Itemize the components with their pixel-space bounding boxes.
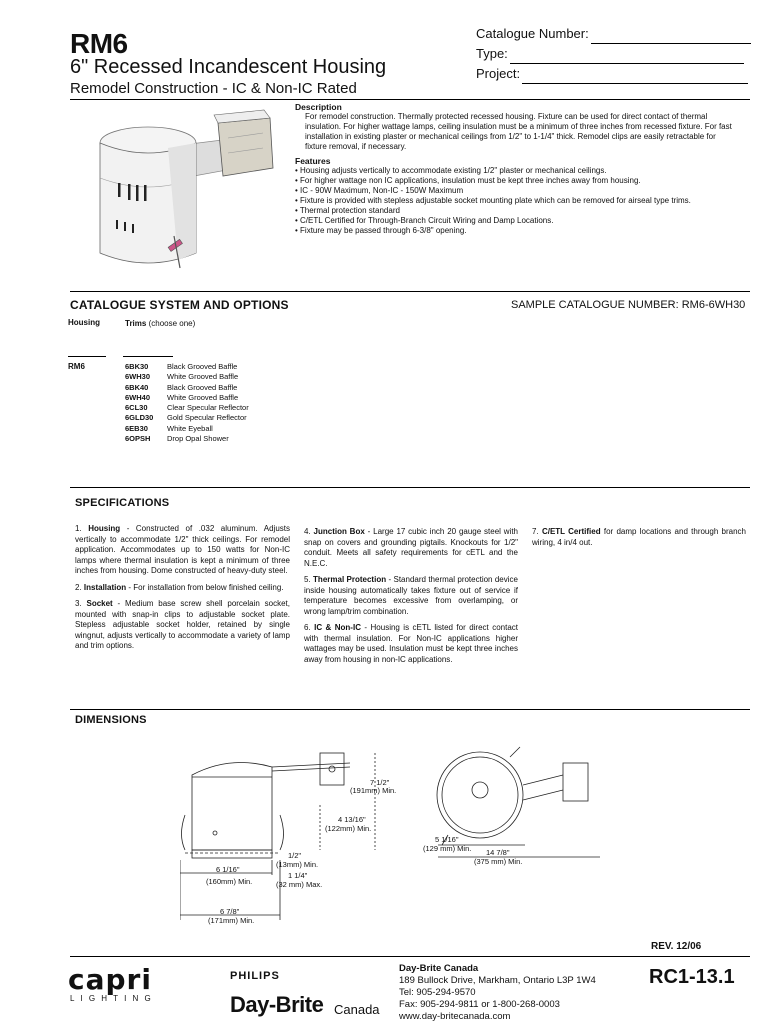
feature-item: • IC - 90W Maximum, Non-IC - 150W Maximum <box>295 186 464 195</box>
spec-item <box>75 583 290 594</box>
trims-column-header <box>125 319 195 328</box>
spec-item <box>304 575 518 617</box>
trim-code: 6BK30 <box>125 362 149 371</box>
features-list <box>295 166 735 236</box>
daybrite-canada-text: Canada <box>334 1002 380 1017</box>
spec-num: 6. <box>304 623 311 632</box>
spec-item <box>532 527 746 548</box>
spec-title: IC & Non-IC <box>314 623 361 632</box>
dimensions-heading: DIMENSIONS <box>75 714 147 726</box>
trim-desc: Black Grooved Baffle <box>167 382 238 392</box>
trim-row <box>125 393 249 403</box>
dim-ceiling-max-label: 1 1/4" <box>288 871 308 880</box>
spec-num: 5. <box>304 575 311 584</box>
trims-list <box>125 362 249 444</box>
trims-column-rule <box>123 356 173 357</box>
trim-code: 6BK40 <box>125 382 149 392</box>
dim-plan-length-label: 14 7/8" <box>486 848 510 857</box>
dim-height-label: 7 1/2" <box>370 778 390 787</box>
company-address: 189 Bullock Drive, Markham, Ontario L3P 1W4 <box>399 975 596 986</box>
spec-title: Housing <box>88 524 121 533</box>
spec-item <box>75 599 290 652</box>
sample-catalogue-number: SAMPLE CATALOGUE NUMBER: RM6-6WH30 <box>511 299 746 311</box>
product-title: 6" Recessed Incandescent Housing <box>70 56 387 78</box>
trim-row <box>125 362 249 372</box>
catalogue-form <box>476 24 751 84</box>
catalogue-number-field[interactable] <box>591 30 751 44</box>
dim-ceiling-max-sub: (32 mm) Max. <box>276 880 323 889</box>
trim-desc: White Eyeball <box>167 423 213 433</box>
spec-text: - Large 17 cubic inch 20 gauge steel with snap on covers and grounding pigtails. Knockouts for 1/2" conduit. Meets all safety requirements for cETL and the N.E.C. <box>304 527 518 568</box>
spec-text: - For installation from below finished ceiling. <box>126 582 284 592</box>
dim-ceiling-min-sub: (13mm) Min. <box>276 860 319 869</box>
catalogue-rule <box>70 291 750 292</box>
company-name: Day-Brite Canada <box>399 963 479 974</box>
dim-height-sub: (191mm) Min. <box>350 786 397 795</box>
feature-item: • For higher wattage non IC applications, insulation must be kept three inches away from housing. <box>295 176 641 185</box>
company-website[interactable]: www.day-britecanada.com <box>399 1011 511 1022</box>
spec-title: C/ETL Certified <box>541 527 601 536</box>
capri-logo: capri <box>68 963 152 996</box>
dim-aperture-sub: (160mm) Min. <box>206 877 253 886</box>
trim-code: 6OPSH <box>125 434 151 444</box>
trim-row <box>125 413 249 423</box>
trim-row <box>125 434 249 444</box>
trim-row <box>125 383 249 393</box>
spec-title: Thermal Protection <box>313 575 387 584</box>
feature-item: • C/ETL Certified for Through-Branch Circuit Wiring and Damp Locations. <box>295 216 554 225</box>
housing-product-image <box>88 108 278 283</box>
revision-label: REV. 12/06 <box>651 941 702 952</box>
spec-text: - Housing is cETL listed for direct contact with thermal insulation. For Non-IC applications higher wattages may be used. Insulation must be kept three inches away from housing in non-IC applications. <box>304 623 518 664</box>
spec-num: 3. <box>75 599 82 608</box>
header-rule <box>70 99 750 100</box>
dim-depth-sub: (122mm) Min. <box>325 824 372 833</box>
project-label: Project: <box>476 66 521 81</box>
contact-block <box>399 963 596 1023</box>
spec-column-2 <box>304 527 518 671</box>
feature-item: • Thermal protection standard <box>295 206 400 215</box>
description-block <box>295 102 735 236</box>
dim-depth-label: 4 13/16" <box>338 815 366 824</box>
specifications-rule <box>70 487 750 488</box>
specifications-heading: SPECIFICATIONS <box>75 497 170 509</box>
spec-text: - Constructed of .032 aluminum. Adjusts vertically to accommodate 1/2" thick ceilings. For remodel application. Accommodates up to 150 watts for Non-IC lamps where thermal insulation is kept a minimum of three inches from housing. Dome constructed of heavy-duty steel. <box>75 524 290 575</box>
trim-code: 6CL30 <box>125 403 148 413</box>
trim-desc: Drop Opal Shower <box>167 434 229 444</box>
spec-column-1 <box>75 524 290 658</box>
type-label: Type: <box>476 46 508 61</box>
product-subtitle: Remodel Construction - IC & Non-IC Rated <box>70 80 357 97</box>
philips-logo: PHILIPS <box>230 970 280 982</box>
trim-desc: Black Grooved Baffle <box>167 362 238 371</box>
footer-rule <box>70 956 750 957</box>
dim-plan-length-sub: (375 mm) Min. <box>474 857 523 866</box>
description-text: For remodel construction. Thermally protected recessed housing. Fixture can be used for direct contact of thermal insulation. For higher wattage lamps, ceiling insulation must be a minimum of three inches from recessed fixture. For fast installation in existing plaster or mechanical ceilings from 1/2" to 1-1/4" thick. Remodel clips are easily retractable for fixture removal, if necessary. <box>305 112 732 151</box>
description-heading: Description <box>295 102 342 112</box>
dimensions-drawing <box>180 745 600 935</box>
trim-desc: White Grooved Baffle <box>167 392 239 402</box>
trims-label: Trims <box>125 319 147 328</box>
spec-text: for damp locations and through branch wiring, 4 in/4 out. <box>532 527 746 547</box>
project-field[interactable] <box>522 70 748 84</box>
trim-desc: White Grooved Baffle <box>167 372 239 382</box>
feature-item: • Housing adjusts vertically to accommodate existing 1/2" plaster or mechanical ceilings. <box>295 166 607 175</box>
spec-num: 4. <box>304 527 311 536</box>
spec-title: Socket <box>86 599 113 608</box>
company-tel: Tel: 905-294-9570 <box>399 987 476 998</box>
spec-text: - Medium base screw shell porcelain socket, mounted with snap-in clips to adjustable socket plate. Stepless adjustable socket holder, retained by single wingnut, adjusts vertically to accommodate a variety of lamp and trim options. <box>75 599 290 650</box>
dim-plan-diameter-sub: (129 mm) Min. <box>423 844 472 853</box>
type-field[interactable] <box>510 50 744 64</box>
product-model: RM6 <box>70 28 128 59</box>
features-heading: Features <box>295 156 331 166</box>
catalogue-heading: CATALOGUE SYSTEM AND OPTIONS <box>70 298 289 312</box>
trim-desc: Clear Specular Reflector <box>167 403 249 413</box>
dim-aperture-label: 6 1/16" <box>216 865 240 874</box>
company-fax: Fax: 905-294-9811 or 1-800-268-0003 <box>399 999 560 1010</box>
trim-code: 6WH30 <box>125 372 151 382</box>
dim-width-label: 6 7/8" <box>220 907 240 916</box>
housing-column-rule <box>68 356 106 357</box>
feature-item: • Fixture may be passed through 6-3/8" opening. <box>295 226 467 235</box>
trim-row <box>125 372 249 382</box>
housing-column-header: Housing <box>68 318 100 327</box>
catalogue-number-label: Catalogue Number: <box>476 26 589 41</box>
dimensions-rule <box>70 709 750 710</box>
trim-code: 6EB30 <box>125 423 148 433</box>
trims-note: (choose one) <box>148 319 196 328</box>
spec-num: 7. <box>532 527 539 536</box>
housing-value: RM6 <box>68 362 85 371</box>
trim-code: 6WH40 <box>125 392 151 402</box>
spec-item <box>304 623 518 665</box>
trim-row <box>125 403 249 413</box>
trim-row <box>125 424 249 434</box>
spec-item <box>75 524 290 577</box>
trim-desc: Gold Specular Reflector <box>167 413 247 423</box>
capri-tagline: L I G H T I N G <box>70 994 153 1003</box>
spec-title: Junction Box <box>313 527 365 536</box>
spec-column-3 <box>532 527 746 554</box>
trim-code: 6GLD30 <box>125 413 154 423</box>
spec-text: - Standard thermal protection device inside housing automatically takes fixture out of service if temperature becomes excessive from overlamping, or wrong lamp/trim combination. <box>304 575 518 616</box>
feature-item: • Fixture is provided with stepless adjustable socket mounting plate which can be removed for airseal type trims. <box>295 196 691 205</box>
dim-width-sub: (171mm) Min. <box>208 916 255 925</box>
daybrite-logo: Day-Brite <box>230 992 324 1017</box>
spec-num: 2. <box>75 582 82 592</box>
spec-item <box>304 527 518 569</box>
dim-ceiling-min-label: 1/2" <box>288 851 302 860</box>
dim-plan-diameter-label: 5 1/16" <box>435 835 459 844</box>
spec-num: 1. <box>75 524 82 533</box>
spec-title: Installation <box>83 582 127 592</box>
document-code: RC1-13.1 <box>649 966 735 988</box>
